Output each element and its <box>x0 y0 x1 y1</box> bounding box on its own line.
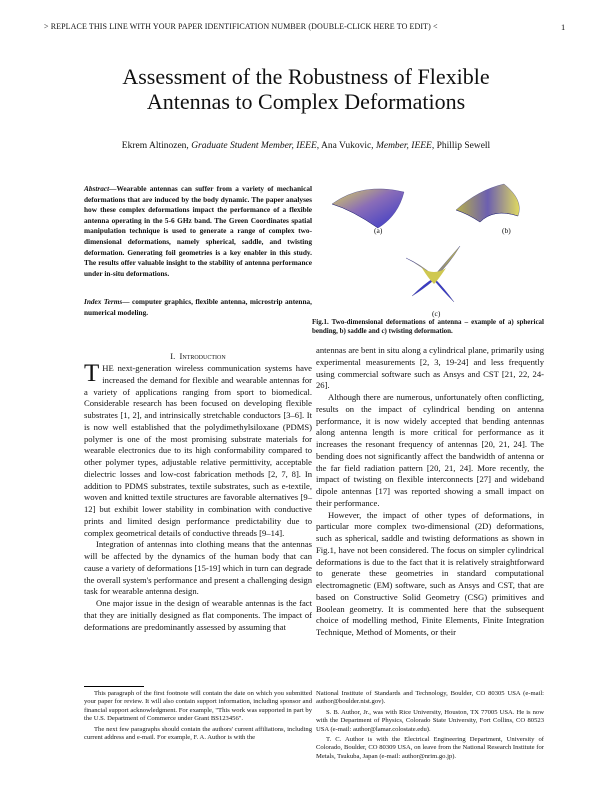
author-2: , Ana Vukovic, <box>316 141 374 151</box>
section-number: I. <box>170 351 176 361</box>
figure-label-a: (a) <box>374 226 383 235</box>
footnote-affiliation-1: National Institute of Standards and Technology, Boulder, CO 80305 USA (e-mail: author@boulder.nist.gov). <box>316 690 544 706</box>
column-right <box>316 345 544 639</box>
paper-title <box>40 64 572 114</box>
right-paragraph-3: However, the impact of other types of deformations, in particular more complex two-dimensional (2D) deformations, such as spherical, saddle and twisting deformations as shown in Fig.1, have not been considered. The focus on simpler cylindrical deformations is due to the fact that it is relatively straightforward to generate these geometries in standard computational electromagnetic (EM) software, such as Ansys and CST, that are based on Constructive Solid Geometry (CSG) primitives and Boolean geometry. It is commented here that the subsequent choice of modelling method, Finite Elements, Finite Integration Technique, Method of Moments, or their <box>316 509 544 637</box>
footnote-divider <box>84 686 144 687</box>
abstract-text: —Wearable antennas can suffer from a variety of mechanical deformations that are induced by the body dynamic. The paper analyses how these complex deformations impact the performance of a flexible antenna operating in the 5-6 GHz band. The Green Coordinates spatial manipulation technique is used to generate a range of complex two-dimensional deformations, namely spherical, saddle, and twisting deformation. Generating foil geometries is a key enabler in this study. The results offer valuable insight to the stability of antenna performance under in-situ deformations. <box>84 184 312 278</box>
right-paragraph-1: antennas are bent in situ along a cylindrical plane, primarily using experimental measurements [2, 3, 19-24] and less frequently using commercial software such as Ansys and CST [21, 22, 24-26]. <box>316 345 544 391</box>
page-number: 1 <box>561 22 566 32</box>
intro-paragraph-3: One major issue in the design of wearable antennas is the fact that they are initially designed as flat components. The impact of deformations are predominantly assessed by assuming that <box>84 598 312 632</box>
intro-paragraph-1: THE next-generation wireless communication systems have increased the demand for flexible and wearable antennas for a variety of applications ranging from sport to biomedical. Considerable research has been focused on developing flexible substrates [1, 2], and intrinsically stretchable conductors [3–6]. It is now well established that the polydimethylsiloxane (PDMS) polymer is one of the most promising substrate materials for wearable electronics due to its high conformability compared to other polymer types, adjustable relative permittivity, acceptable dielectric losses and low-cost fabrication methods [2, 7, 8]. In addition to PDMS substrates, textile substrates, such as e-textile, woven and knitted textile structures are favorable alternatives [9–12] but exhibit lower stability in combination with conductive prints and limited design performance predictability due to complex geometrical details of conductive threads [9–14]. <box>84 360 312 538</box>
title-line-2: Antennas to Complex Deformations <box>146 89 466 114</box>
title-line-1: Assessment of the Robustness of Flexible <box>122 64 490 89</box>
abstract-label: Abstract <box>84 184 110 193</box>
footnote-submission: This paragraph of the first footnote will contain the date on which you submitted your paper for review. It will also contain support information, including sponsor and financial support acknowledgment. For example, "This work was supported in part by the U.S. Department of Commerce under Grant BS123456". <box>84 690 312 723</box>
index-terms <box>84 297 312 318</box>
column-left <box>84 360 312 633</box>
figure-label-c: (c) <box>432 309 441 318</box>
section-title: Introduction <box>179 351 226 361</box>
spherical-surface <box>332 189 404 228</box>
footnote-affiliation-3: T. C. Author is with the Electrical Engineering Department, University of Colorado, Boulder, CO 80309 USA, on leave from the National Research Institute for Metals, Tsukuba, Japan (e-mail: author@nrim.go.jp). <box>316 736 544 760</box>
section-heading <box>84 351 312 361</box>
running-head: > REPLACE THIS LINE WITH YOUR PAPER IDENTIFICATION NUMBER (DOUBLE-CLICK HERE TO EDIT) < <box>44 22 438 31</box>
author-3: , Phillip Sewell <box>431 141 491 151</box>
abstract <box>84 184 312 279</box>
author-1: Ekrem Altinozen, <box>121 141 189 151</box>
footnotes-left <box>84 690 312 744</box>
right-paragraph-2: Although there are numerous, unfortunately often conflicting, results on the impact of cylindrical bending on antenna performance, it is now widely accepted that bending antennas along antenna length is more critical for performance as it increases the resonant frequency of antennas [20, 21, 24]. The bending does not significantly affect the bandwidth of antenna or the far field radiation pattern [20, 21, 24]. More recently, the impact of twisting on flexible interconnects [27] and wideband dipole antennas [17] was reported showing a small impact on their performance. <box>316 392 544 508</box>
footnotes-right <box>316 690 544 763</box>
intro-paragraph-2: Integration of antennas into clothing means that the antennas will be affected by the dynamics of the human body that can cause a variety of deformations [15-19] which in turn can degrade the overall system's performance and present a challenging design task for wearable antenna design. <box>84 539 312 597</box>
index-terms-text: — computer graphics, flexible antenna, microstrip antenna, numerical modeling. <box>84 297 313 317</box>
author-line <box>40 141 572 151</box>
twisted-surface-center <box>422 268 446 284</box>
drop-cap: T <box>84 360 100 387</box>
author-1-role: Graduate Student Member, IEEE <box>191 141 317 151</box>
figure-1-deformations <box>318 180 528 322</box>
footnote-affiliation-2: S. B. Author, Jr., was with Rice University, Houston, TX 77005 USA. He is now with the Department of Physics, Colorado State University, Fort Collins, CO 80523 USA (e-mail: author@lamar.colostate.edu). <box>316 708 544 733</box>
author-2-role: Member, IEEE <box>375 141 432 151</box>
index-terms-label: Index Terms <box>84 297 123 306</box>
figure-label-b: (b) <box>502 226 511 235</box>
figure-1-caption: Fig.1. Two-dimensional deformations of antenna – example of a) spherical bending, b) saddle and c) twisting deformation. <box>312 318 544 335</box>
footnote-affiliation-intro: The next few paragraphs should contain the authors' current affiliations, including current address and e-mail. For example, F. A. Author is with the <box>84 725 312 742</box>
